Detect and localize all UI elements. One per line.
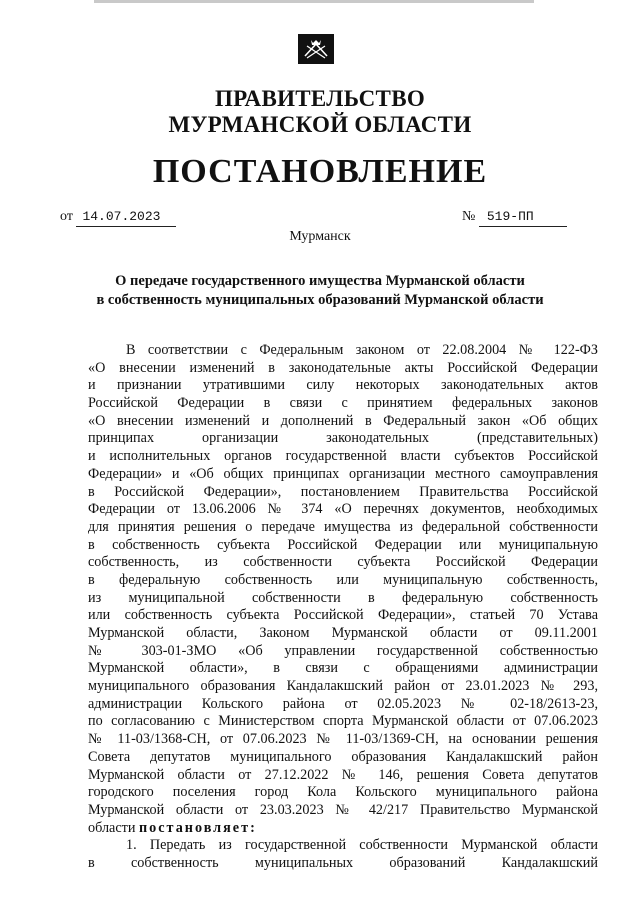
body-line: № 303-01-ЗМО «Об управлении государственной собственностью — [88, 642, 598, 659]
number-block — [462, 208, 567, 227]
body-line: «О внесении изменений в законодательные акты Российской Федерации — [88, 359, 598, 376]
body-line: Российской Федерации в связи с принятием федеральных законов — [88, 395, 598, 412]
body-line: и признании утратившими силу некоторых законодательных актов — [88, 377, 598, 394]
government-title-line1: ПРАВИТЕЛЬСТВО — [214, 86, 426, 111]
body-line: и исполнительных органов государственной власти субъектов Российской — [88, 448, 598, 465]
body-line: Мурманской области от 23.03.2023 № 42/217 Правительство Мурманской — [88, 801, 598, 818]
number-prefix: № — [462, 209, 476, 224]
body-line: из муниципальной собственности в федеральную собственность — [88, 589, 598, 606]
body-line: собственность, из собственности субъекта Российской Федерации — [88, 554, 598, 571]
body-line: в собственность субъекта Российской Федерации или муниципальную — [88, 536, 598, 553]
body-line: муниципального образования Кандалакшский район от 23.01.2023 № 293, — [88, 678, 598, 695]
body-line: № 11-03/1368-СН, от 07.06.2023 № 11-03/1369-СН, на основании решения — [88, 731, 598, 748]
date-value: 14.07.2023 — [76, 208, 176, 227]
city-name: Мурманск — [289, 229, 351, 244]
document-type-title: ПОСТАНОВЛЕНИЕ — [152, 153, 488, 190]
body-line: В соответствии с Федеральным законом от 22.08.2004 № 122-ФЗ — [126, 342, 598, 358]
body-line: Совета депутатов муниципального образования Кандалакшский район — [88, 748, 598, 765]
top-edge-line — [94, 0, 534, 3]
subject-line2: в собственность муниципальных образований Мурманской области — [96, 292, 544, 308]
date-prefix: от — [60, 209, 73, 224]
body-line: Федерации» и «Об общих принципах организации местного самоуправления — [88, 465, 598, 482]
body-line: или собственность субъекта Российской Федерации», статьей 70 Устава — [88, 607, 598, 624]
item-1-line2: в собственность муниципальных образований Кандалакшский — [88, 854, 598, 871]
document-body — [88, 342, 598, 873]
body-line: Мурманской области», в связи с обращениями администрации — [88, 660, 598, 677]
body-line: в федеральную собственность или муниципальную собственность, — [88, 571, 598, 588]
body-line: Мурманской области от 27.12.2022 № 146, решения Совета депутатов — [88, 766, 598, 783]
document-subject — [0, 272, 640, 310]
government-title-line2: МУРМАНСКОЙ ОБЛАСТИ — [168, 112, 472, 137]
item-1-line1: 1. Передать из государственной собственности Мурманской области — [126, 837, 598, 854]
date-block — [60, 208, 176, 227]
subject-line1: О передаче государственного имущества Мурманской области — [115, 273, 525, 289]
body-line: администрации Кольского района от 02.05.2023 № 02-18/2613-23, — [88, 695, 598, 712]
resolves-line — [88, 820, 598, 838]
resolves-prefix: области — [88, 819, 136, 836]
body-line: Федерации от 13.06.2006 № 374 «О перечнях документов, необходимых — [88, 501, 598, 518]
number-value: 519-ПП — [479, 208, 567, 227]
body-line: городского поселения город Кола Кольского муниципального района — [88, 784, 598, 801]
body-line: по согласованию с Министерством спорта Мурманской области от 07.06.2023 — [88, 713, 598, 730]
resolves-word: постановляет: — [138, 819, 257, 836]
body-line: принципах организации законодательных (представительных) — [88, 430, 598, 447]
body-line: Мурманской области, Законом Мурманской области от 09.11.2001 — [88, 625, 598, 641]
body-line: для принятия решения о передаче имущества из федеральной собственности — [88, 518, 598, 535]
body-line: «О внесении изменений и дополнений в Федеральный закон «Об общих — [88, 412, 598, 429]
body-line: в Российской Федерации», постановлением Правительства Российской — [88, 483, 598, 500]
coat-of-arms-icon — [298, 34, 334, 64]
